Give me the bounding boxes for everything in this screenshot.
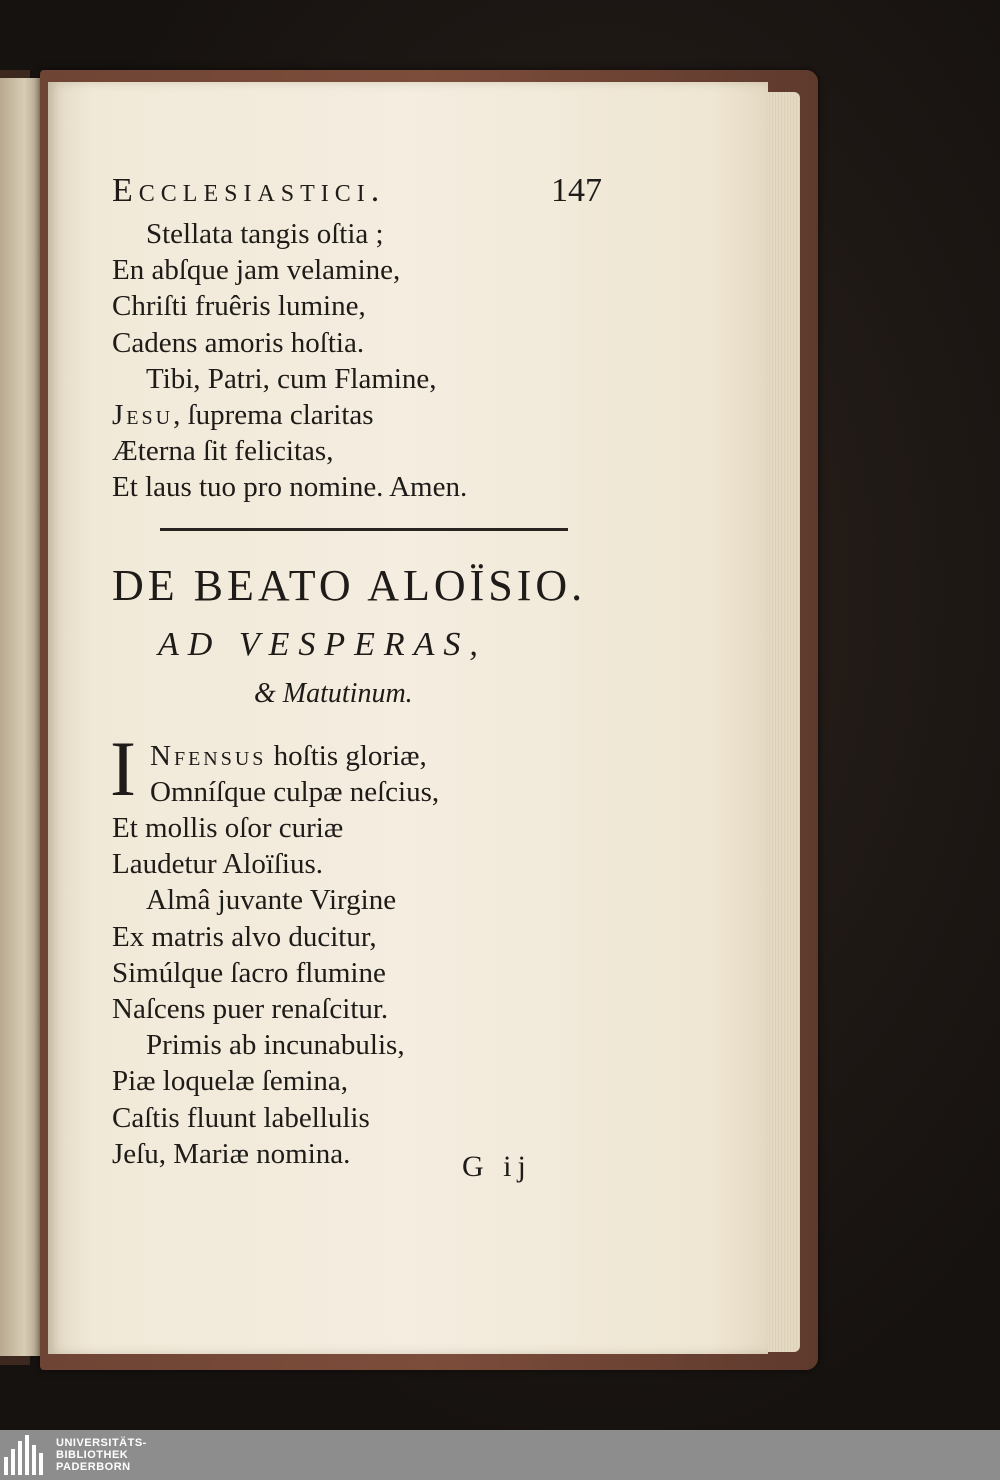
hymn-line <box>112 1027 405 1063</box>
verse-line <box>112 216 467 252</box>
logo-line-2: BIBLIOTHEK <box>56 1449 129 1461</box>
logo-line-1: UNIVERSITÄTS- <box>56 1437 147 1449</box>
hymn-line-1-rest: hoſtis gloriæ, <box>266 740 427 772</box>
section-rule <box>160 528 568 531</box>
verse-line-text: En abſque jam velamine, <box>112 254 401 287</box>
verse-line-text: Et laus tuo pro nomine. Amen. <box>112 471 468 504</box>
drop-cap: I <box>110 725 136 812</box>
hymn-line-text: Ex matris alvo ducitur, <box>112 920 377 953</box>
hymn-first-word: Nfensus <box>150 740 267 772</box>
page-number: 147 <box>551 172 602 209</box>
running-head <box>112 172 602 210</box>
verse-line <box>112 433 467 469</box>
hymn-line <box>112 846 405 882</box>
verse-line-text: , ſuprema claritas <box>173 398 374 431</box>
verse-line-prefix: Jesu <box>112 398 174 431</box>
hymn-line-text: Jeſu, Mariæ nomina. <box>112 1137 351 1170</box>
hymn-line <box>112 1063 405 1099</box>
hymn-line-text: Caſtis fluunt labellulis <box>112 1101 370 1134</box>
library-logo-text <box>56 1437 147 1473</box>
verse-line-text: Cadens amoris hoſtia. <box>112 326 365 359</box>
verse-line <box>112 397 467 433</box>
hymn-line-text: Simúlque ſacro flumine <box>112 956 386 989</box>
verse-line-text: Stellata tangis oſtia ; <box>146 218 384 250</box>
verse-top <box>112 216 467 506</box>
hymn-line <box>112 882 405 918</box>
logo-line-3: PADERBORN <box>56 1461 131 1473</box>
verse-line <box>112 288 467 324</box>
hymn-body <box>112 810 405 1172</box>
verse-line-text: Tibi, Patri, cum Flamine, <box>146 362 437 395</box>
hymn-line <box>112 991 405 1027</box>
section-subtitle-2: & Matutinum. <box>254 678 413 709</box>
running-head-title: Ecclesiastici. <box>112 172 386 209</box>
hymn-line-1 <box>150 738 439 774</box>
verse-line <box>112 361 467 397</box>
verse-line-text: Chriſti fruêris lumine, <box>112 290 366 323</box>
section-subtitle: AD VESPERAS, <box>158 626 487 663</box>
hymn-line-text: Naſcens puer renaſcitur. <box>112 992 389 1025</box>
hymn-opening-lines <box>150 738 439 810</box>
hymn-line-text: Et mollis oſor curiæ <box>112 812 344 844</box>
verse-line <box>112 252 467 288</box>
hymn-line-text: Primis ab incunabulis, <box>146 1029 405 1062</box>
hymn-line-2: Omníſque culpæ neſcius, <box>150 776 440 809</box>
hymn-line <box>112 919 405 955</box>
signature-mark: G ij <box>462 1150 532 1183</box>
verse-line <box>112 325 467 361</box>
hymn-line <box>112 1136 405 1172</box>
library-logo-icon <box>4 1435 48 1475</box>
section-title: DE BEATO ALOÏSIO. <box>112 561 587 610</box>
library-footer <box>0 1430 1000 1480</box>
hymn-line-text: Laudetur Aloïſius. <box>112 848 324 881</box>
verse-line <box>112 469 467 505</box>
verse-line-text: Æterna ſit felicitas, <box>112 435 334 468</box>
hymn-line <box>112 955 405 991</box>
hymn-line-text: Piæ loquelæ ſemina, <box>112 1065 349 1098</box>
hymn-line <box>112 810 405 846</box>
hymn-line-text: Almâ juvante Virgine <box>146 884 397 917</box>
hymn-line <box>112 1100 405 1136</box>
